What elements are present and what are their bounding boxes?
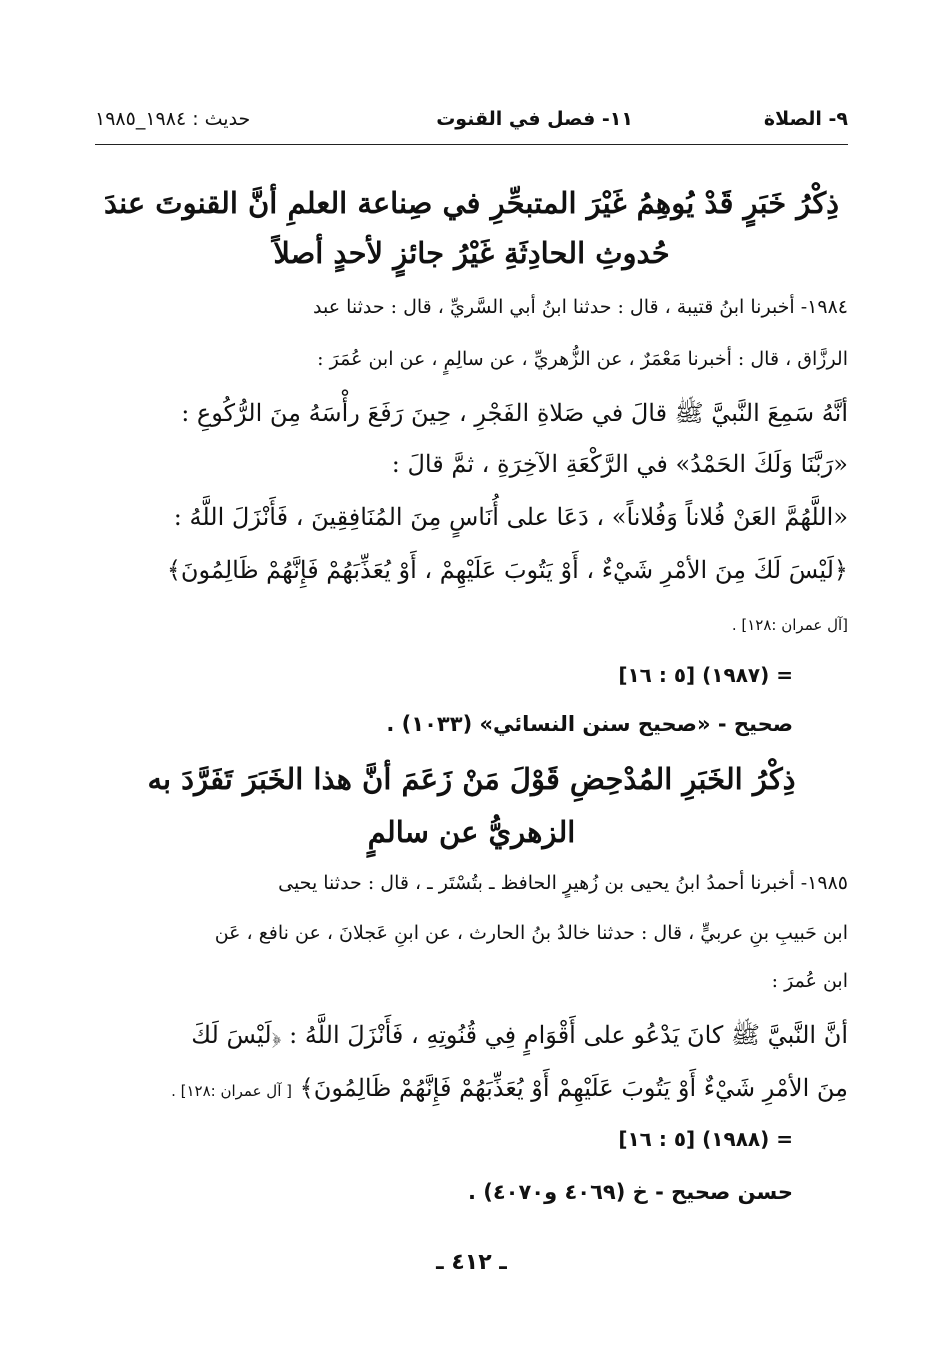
hadith-range: حديث : ١٩٨٤_١٩٨٥: [95, 108, 251, 130]
hadith-1984-matn-line-3: «اللَّهُمَّ العَنْ فُلاناً وَفُلاناً» ، دَعَا على أُنَاسٍ مِنَ المُنَافِقِينَ ، فَأَنْزَلَ اللَّهُ :: [173, 503, 848, 531]
hadith-1984-quran-ref: [آل عمران :١٢٨] .: [731, 616, 848, 634]
hadith-1984-matn-line-1: أنَّهُ سَمِعَ النَّبيَّ ﷺ قالَ في صَلاةِ الفَجْرِ ، حِينَ رَفَعَ رأْسَهُ مِنَ الرُّكُوعِ :: [181, 399, 848, 427]
hadith-1985-isnad-line-1: ١٩٨٥- أخبرنا أحمدُ ابنُ يحيى بن زُهيرٍ الحافظ ـ بتُسْتَر ـ ، قال : حدثنا يحيى: [278, 872, 848, 894]
running-header: [95, 108, 848, 140]
hadith-1984-isnad-line-1: ١٩٨٤- أخبرنا ابنُ قتيبة ، قال : حدثنا ابنُ أبي السَّريِّ ، قال : حدثنا عبد: [313, 296, 848, 318]
hadith-1985-matn-text: مِنَ الأمْرِ شَيْءٌ أَوْ يَتُوبَ عَلَيْهِمْ أَوْ يُعَذِّبَهُمْ فَإِنَّهُمْ ظَالِمُونَ﴾: [299, 1074, 848, 1102]
heading-2-line-2: الزهريُّ عن سالمٍ: [367, 815, 576, 849]
hadith-1984-cross-ref: = (١٩٨٧) [٥ : ١٦]: [618, 663, 793, 687]
hadith-1985-grade: حسن صحيح - خ (٤٠٦٩ و٤٠٧٠) .: [467, 1180, 793, 1204]
hadith-1985-matn-line-2: [95, 1074, 848, 1102]
hadith-1984-grade: صحيح - «صحيح سنن النسائي» (١٠٣٣) .: [386, 712, 793, 736]
heading-1-line-2: حُدوثِ الحادِثَةِ غَيْرُ جائزٍ لأحدٍ أصلاً: [273, 236, 670, 270]
chapter-title: ٩- الصلاة: [763, 108, 848, 130]
hadith-1985-matn-line-1: أنَّ النَّبيَّ ﷺ كانَ يَدْعُو على أَقْوَامٍ فِي قُنُوتِهِ ، فَأَنْزَلَ اللَّهُ : ﴿لَيْسَ لَكَ: [191, 1021, 848, 1049]
hadith-1985-cross-ref: = (١٩٨٨) [٥ : ١٦]: [618, 1127, 793, 1151]
hadith-1984-matn-line-2: «رَبَّنَا وَلَكَ الحَمْدُ» في الرَّكْعَةِ الآخِرَةِ ، ثمَّ قالَ :: [391, 450, 848, 478]
heading-2-line-1: ذِكْرُ الخَبَرِ المُدْحِضِ قَوْلَ مَنْ زَعَمَ أنَّ هذا الخَبَرَ تَفَرَّدَ به: [147, 762, 796, 796]
heading-1-line-1: ذِكْرُ خَبَرٍ قَدْ يُوهِمُ غَيْرَ المتبحِّرِ في صِناعة العلمِ أنَّ القنوتَ عندَ: [103, 186, 840, 220]
hadith-1985-isnad-line-3: ابن عُمرَ :: [771, 970, 848, 992]
page-number: ـ ٤١٢ ـ: [436, 1250, 507, 1275]
hadith-1984-isnad-line-2: الرزَّاق ، قال : أخبرنا مَعْمَرٌ ، عن الزُّهريِّ ، عن سالِمٍ ، عن ابن عُمَرَ :: [317, 348, 848, 370]
header-rule: [95, 144, 848, 145]
section-title: ١١- فصل في القنوت: [436, 108, 633, 130]
hadith-1985-isnad-line-2: ابن حَبيبِ بنِ عربيٍّ ، قال : حدثنا خالدُ بنُ الحارث ، عن ابنِ عَجلانَ ، عن نافع ، عَن: [214, 922, 848, 944]
hadith-1985-quran-ref: [ آل عمران :١٢٨] .: [171, 1082, 292, 1100]
hadith-1984-matn-line-4: ﴿لَيْسَ لَكَ مِنَ الأمْرِ شَيْءٌ ، أَوْ يَتُوبَ عَلَيْهِمْ ، أَوْ يُعَذِّبَهُمْ فَإِنَّهُمْ ظَالِمُونَ﴾: [166, 556, 848, 584]
